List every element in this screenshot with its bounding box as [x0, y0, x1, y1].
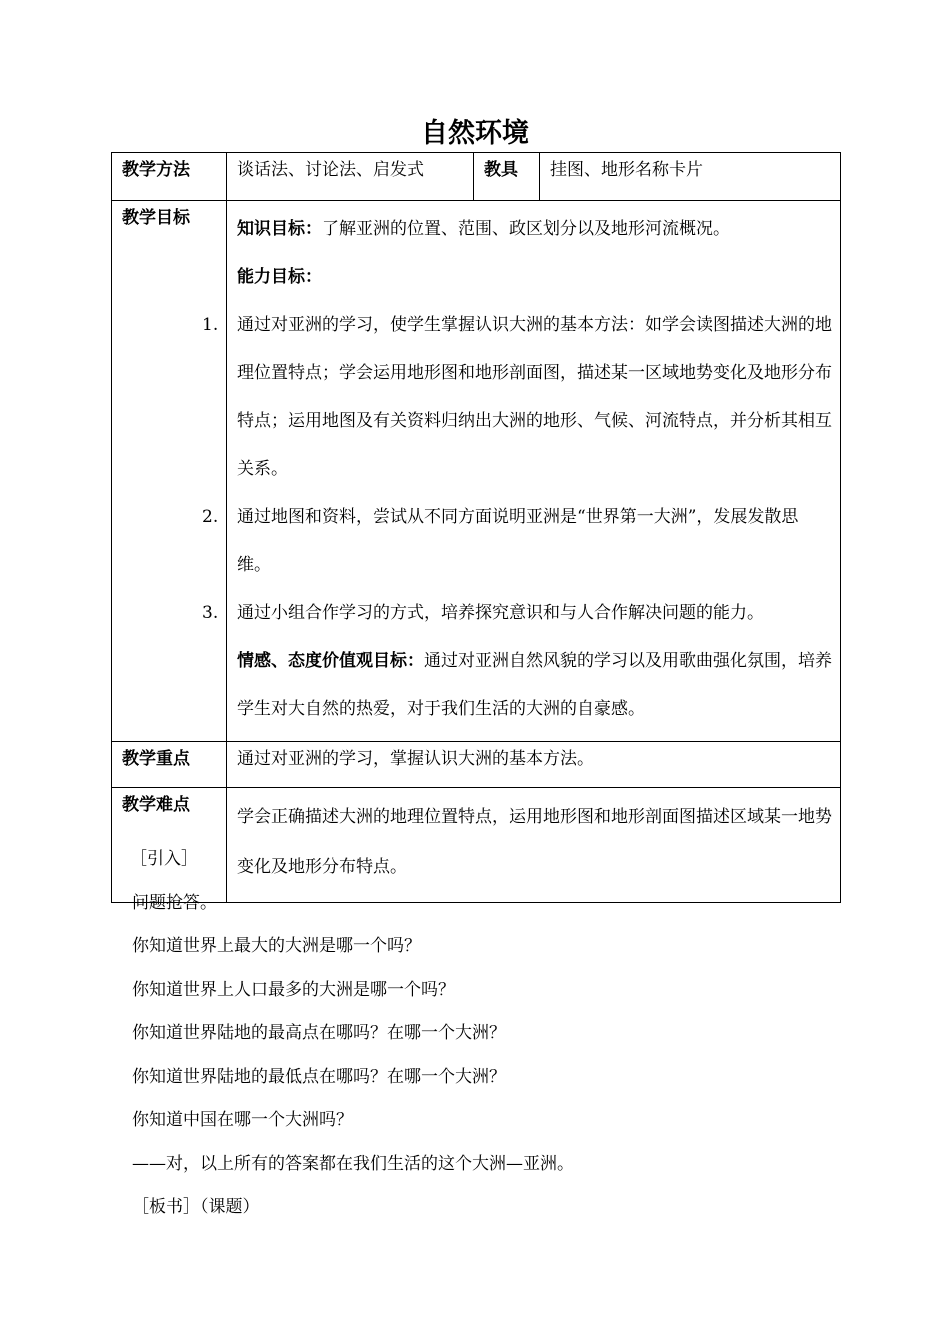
body-line: 你知道世界上人口最多的大洲是哪一个吗？ [132, 979, 455, 1000]
goals-content [202, 201, 841, 742]
tools-value: 挂图、地形名称卡片 [540, 153, 841, 201]
difficulty-label: 教学难点 [112, 788, 227, 903]
ability-label: 能力目标： [237, 267, 322, 287]
ability-item-text: 通过小组合作学习的方式，培养探究意识和与人合作解决问题的能力。 [237, 603, 764, 623]
goals-label: 教学目标 [112, 201, 227, 742]
board-heading: ［板书］（课题） [132, 1197, 260, 1217]
page-title: 自然环境 [421, 118, 529, 149]
knowledge-text: 了解亚洲的位置、范围、政区划分以及地形河流概况。 [322, 219, 730, 239]
body-line: 你知道世界陆地的最低点在哪吗？在哪一个大洲？ [132, 1066, 506, 1087]
key-label: 教学重点 [112, 742, 227, 788]
ability-item-number: 1. [202, 315, 219, 335]
ability-item-text: 通过地图和资料，尝试从不同方面说明亚洲是“世界第一大洲”，发展发散思维。 [237, 507, 799, 575]
difficulty-text: 学会正确描述大洲的地理位置特点，运用地形图和地形剖面图描述区域某一地势变化及地形分布特点。 [227, 788, 841, 903]
lesson-plan-table [111, 152, 841, 903]
body-line: ——对，以上所有的答案都在我们生活的这个大洲—亚洲。 [132, 1153, 574, 1174]
ability-item [202, 493, 832, 589]
table-row [112, 153, 841, 201]
ability-item-number: 3. [202, 603, 219, 623]
table-row [112, 201, 841, 742]
emotion-text: 通过对亚洲自然风貌的学习以及用歌曲强化氛围，培养学生对大自然的热爱，对于我们生活的大洲的自豪感。 [237, 651, 832, 719]
ability-item-text: 通过对亚洲的学习，使学生掌握认识大洲的基本方法：如学会读图描述大洲的地理位置特点；学会运用地形图和地形剖面图，描述某一区域地势变化及地形分布特点；运用地图及有关资料归纳出大洲的地形、气候、河流特点，并分析其相互关系。 [237, 315, 832, 479]
emotion-goal [237, 637, 832, 733]
body-line: 你知道世界陆地的最高点在哪吗？在哪一个大洲？ [132, 1023, 506, 1043]
ability-item-number: 2. [202, 507, 219, 527]
body-line: 你知道世界上最大的大洲是哪一个吗？ [132, 936, 421, 956]
knowledge-label: 知识目标： [237, 219, 322, 239]
emotion-label: 情感、态度价值观目标： [237, 651, 424, 671]
knowledge-goal [237, 205, 832, 253]
intro-heading: ［引入］ [130, 849, 198, 869]
tools-label: 教具 [474, 153, 540, 201]
table-row [112, 742, 841, 788]
method-label: 教学方法 [112, 153, 227, 201]
method-value: 谈话法、讨论法、启发式 [227, 153, 474, 201]
lesson-body [132, 838, 852, 1230]
body-line: 问题抢答。 [132, 892, 217, 913]
body-line: 你知道中国在哪一个大洲吗？ [132, 1110, 353, 1130]
key-text: 通过对亚洲的学习，掌握认识大洲的基本方法。 [227, 742, 841, 788]
ability-item [202, 301, 832, 493]
ability-item [202, 589, 832, 637]
